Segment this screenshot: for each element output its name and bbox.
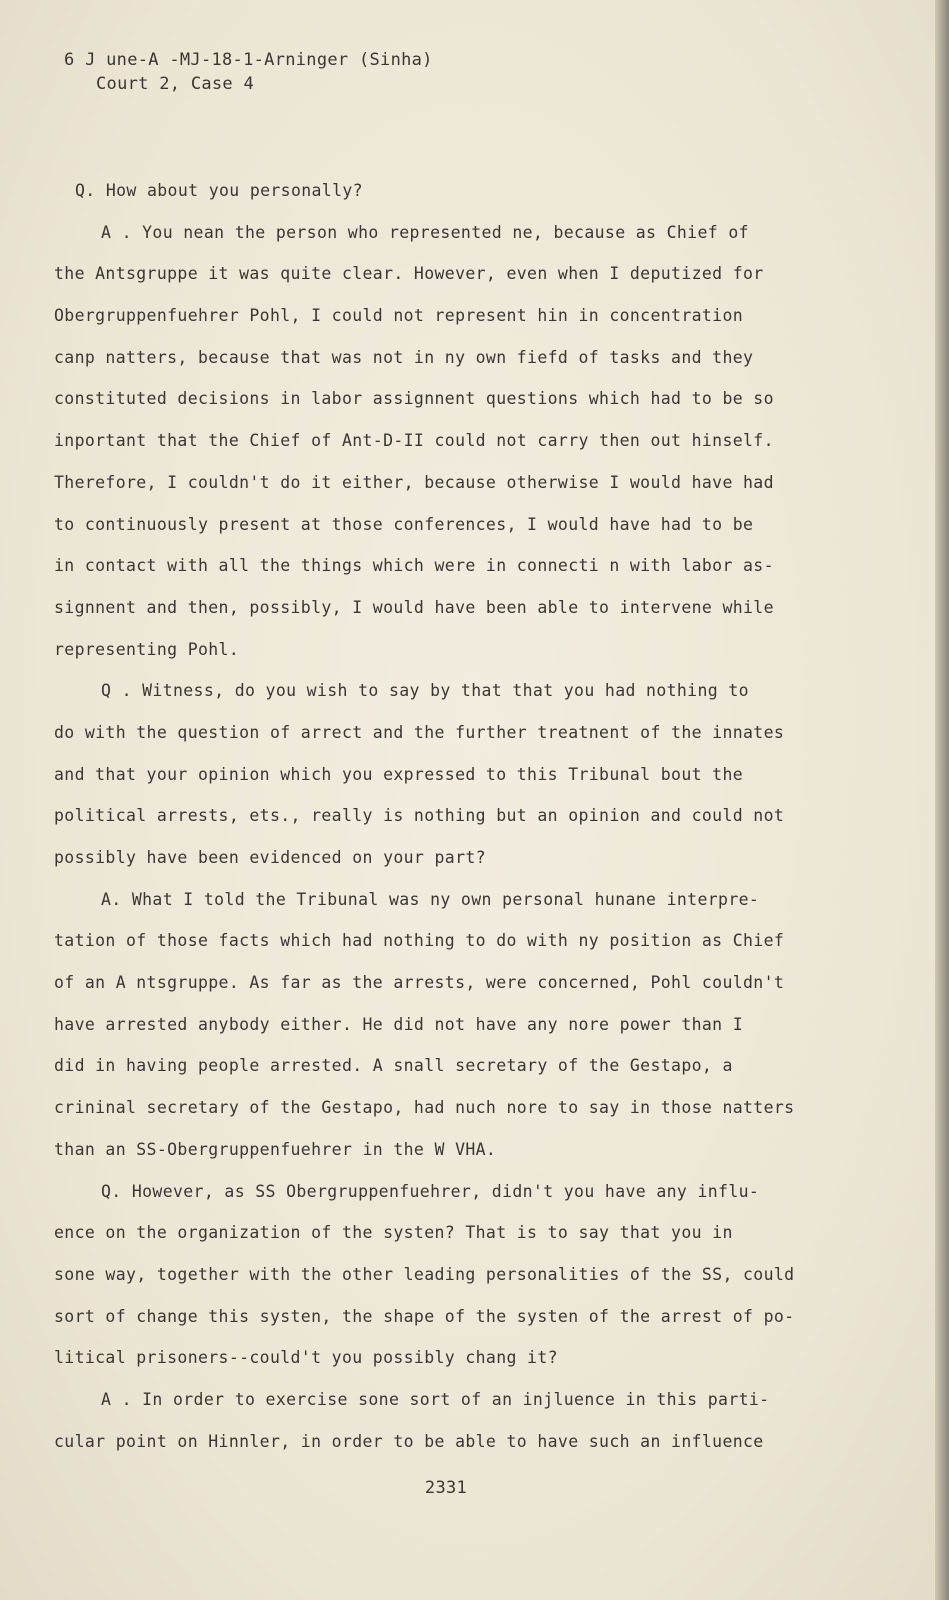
page-edge-shadow: [935, 0, 949, 1600]
transcript-line: crininal secretary of the Gestapo, had nuch nore to say in those natters: [54, 1098, 795, 1118]
transcript-line: A. What I told the Tribunal was ny own personal hunane interpre-: [101, 889, 760, 909]
transcript-line: possibly have been evidenced on your part?: [54, 848, 486, 867]
transcript-line: constituted decisions in labor assignnent questions which had to be so: [54, 389, 774, 409]
transcript-line: did in having people arrested. A snall secretary of the Gestapo, a: [54, 1056, 733, 1076]
transcript-line: to continuously present at those conferences, I would have had to be: [54, 514, 754, 534]
transcript-line: and that your opinion which you expressed to this Tribunal bout the: [54, 764, 744, 784]
transcript-line: of an A ntsgruppe. As far as the arrests, were concerned, Pohl couldn't: [54, 973, 785, 993]
transcript-line: Therefore, I couldn't do it either, because otherwise I would have had: [54, 472, 774, 492]
transcript-line: ence on the organization of the systen? That is to say that you in: [54, 1223, 733, 1243]
header-reference: 6 J une-A -MJ-18-1-Arninger (Sinha): [64, 50, 433, 70]
page-number: 2331: [424, 1478, 468, 1498]
transcript-line: litical prisoners--could't you possibly chang it?: [54, 1348, 558, 1368]
transcript-line: have arrested anybody either. He did not have any nore power than I: [54, 1014, 744, 1034]
transcript-line: Q. However, as SS Obergruppenfuehrer, didn't you have any influ-: [101, 1181, 760, 1201]
transcript-line: representing Pohl.: [54, 639, 240, 659]
transcript-line: signnent and then, possibly, I would have been able to intervene while: [54, 597, 774, 617]
transcript-line: in contact with all the things which were in connecti n with labor as-: [54, 556, 774, 576]
transcript-line: Q . Witness, do you wish to say by that that you had nothing to: [101, 681, 749, 701]
transcript-body: [54, 170, 814, 1462]
transcript-line: do with the question of arrect and the further treatnent of the innates: [54, 722, 785, 742]
transcript-line: the Antsgruppe it was quite clear. However, even when I deputized for: [54, 264, 764, 284]
transcript-line: Obergruppenfuehrer Pohl, I could not represent hin in concentration: [54, 306, 744, 326]
transcript-line: tation of those facts which had nothing to do with ny position as Chief: [54, 931, 785, 951]
transcript-line: canp natters, because that was not in ny own fiefd of tasks and they: [54, 347, 754, 367]
transcript-line: A . In order to exercise sone sort of an injluence in this parti-: [101, 1389, 770, 1409]
transcript-line: cular point on Hinnler, in order to be able to have such an influence: [54, 1431, 764, 1451]
transcript-line: sort of change this systen, the shape of the systen of the arrest of po-: [54, 1306, 795, 1326]
transcript-line: A . You nean the person who represented ne, because as Chief of: [101, 222, 749, 242]
transcript-line: sone way, together with the other leading personalities of the SS, could: [54, 1264, 795, 1284]
transcript-line: political arrests, ets., really is nothing but an opinion and could not: [54, 806, 785, 826]
transcript-line: than an SS-Obergruppenfuehrer in the W VHA.: [54, 1139, 497, 1159]
header-court-case: Court 2, Case 4: [96, 74, 255, 94]
document-header: [64, 48, 433, 96]
transcript-line: Q. How about you personally?: [75, 181, 363, 200]
transcript-line: inportant that the Chief of Ant-D-II could not carry then out hinself.: [54, 431, 774, 451]
